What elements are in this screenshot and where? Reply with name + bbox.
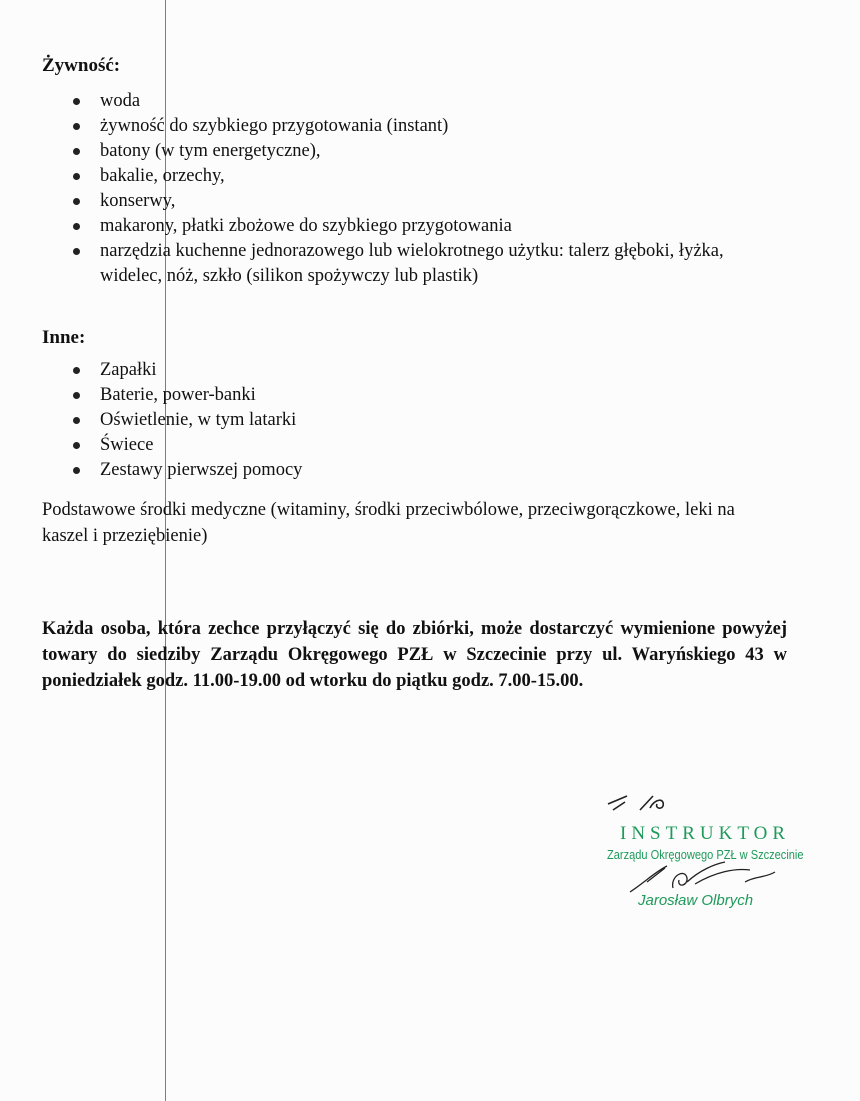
instructor-stamp — [590, 790, 830, 920]
list-item: batony (w tym energetyczne), — [0, 139, 770, 164]
bullet-icon — [73, 173, 80, 180]
food-list — [0, 89, 770, 289]
bullet-icon — [73, 148, 80, 155]
bullet-icon — [73, 417, 80, 424]
list-item: woda — [0, 89, 770, 114]
food-heading: Żywność: — [42, 55, 121, 76]
initials-signature-icon — [605, 790, 685, 820]
list-item: żywność do szybkiego przygotowania (instant) — [0, 114, 770, 139]
list-item: Baterie, power-banki — [0, 383, 770, 408]
list-item: bakalie, orzechy, — [0, 164, 770, 189]
bullet-icon — [73, 467, 80, 474]
medical-note: Podstawowe środki medyczne (witaminy, środki przeciwbólowe, przeciwgorączkowe, leki na kaszel i przeziębienie) — [42, 500, 735, 546]
bullet-icon — [73, 248, 80, 255]
list-item: Świece — [0, 433, 770, 458]
list-item: Zestawy pierwszej pomocy — [0, 458, 770, 483]
list-item: makarony, płatki zbożowe do szybkiego przygotowania — [0, 214, 770, 239]
stamp-title: INSTRUKTOR — [620, 823, 790, 844]
bullet-icon — [73, 442, 80, 449]
list-item: Zapałki — [0, 358, 770, 383]
stamp-name: Jarosław Olbrych — [638, 892, 754, 909]
list-item: Oświetlenie, w tym latarki — [0, 408, 770, 433]
stamp-organization: Zarządu Okręgowego PZŁ w Szczecinie — [607, 847, 804, 862]
bullet-icon — [73, 367, 80, 374]
other-list — [0, 358, 770, 483]
delivery-note: Każda osoba, która zechce przyłączyć się do zbiórki, może dostarczyć wymienione powyżej towary do siedziby Zarządu Okręgowego PZŁ w Szczecinie przy ul. Waryńskiego 43 w poniedziałek godz. 11.00-19.00 od wtorku do piątku godz. 7.00-15.00. — [42, 619, 787, 691]
bullet-icon — [73, 223, 80, 230]
list-item: narzędzia kuchenne jednorazowego lub wielokrotnego użytku: talerz głęboki, łyżka, widelec, nóż, szkło (silikon spożywczy lub plastik) — [0, 239, 770, 289]
bullet-icon — [73, 123, 80, 130]
bullet-icon — [73, 98, 80, 105]
list-item: konserwy, — [0, 189, 770, 214]
bullet-icon — [73, 392, 80, 399]
other-heading: Inne: — [42, 327, 86, 348]
bullet-icon — [73, 198, 80, 205]
